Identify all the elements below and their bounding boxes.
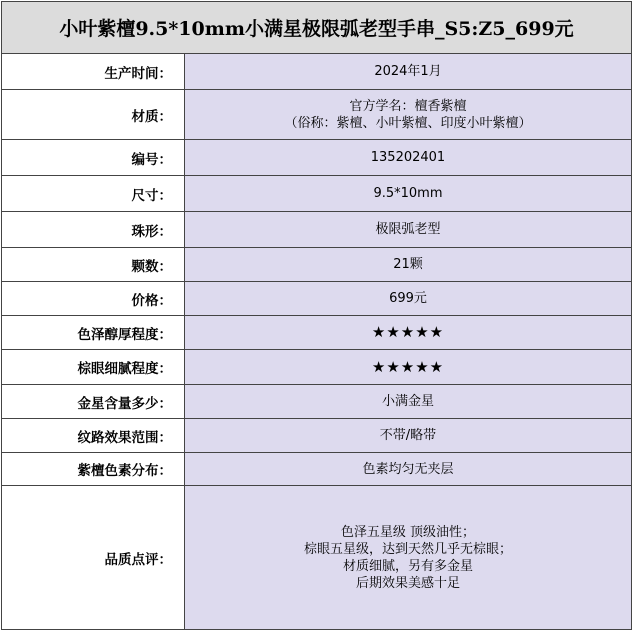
row-value: 2024年1月 <box>185 54 631 89</box>
row-label: 紫檀色素分布： <box>2 453 185 485</box>
row-grain-effect <box>2 419 631 453</box>
row-value-text: 官方学名：檀香紫檀 （俗称：紫檀、小叶紫檀、印度小叶紫檀） <box>284 98 532 131</box>
row-value <box>185 316 631 349</box>
row-label: 生产时间： <box>2 54 185 89</box>
row-quality-review <box>2 486 631 629</box>
star-rating <box>372 324 444 341</box>
row-label: 颗数： <box>2 248 185 281</box>
row-label: 品质点评： <box>2 486 185 629</box>
star-icon: ★ <box>371 357 387 376</box>
row-value-text: 色泽五星级 顶级油性； 棕眼五星级，达到天然几乎无棕眼； 材质细腻，另有多金星 后期效果美感十足 <box>303 524 512 591</box>
star-icon: ★ <box>371 323 387 341</box>
star-icon: ★ <box>400 323 416 341</box>
row-value <box>185 350 631 384</box>
table-title: 小叶紫檀9.5*10mm小满星极限弧老型手串_S5:Z5_699元 <box>2 2 631 54</box>
star-icon: ★ <box>429 323 445 341</box>
row-production-time <box>2 54 631 90</box>
star-icon: ★ <box>415 357 430 376</box>
row-value: 小满金星 <box>185 385 631 418</box>
row-value: 21颗 <box>185 248 631 281</box>
row-value: 699元 <box>185 282 631 315</box>
row-label: 色泽醇厚程度： <box>2 316 185 349</box>
row-value: 135202401 <box>185 140 631 175</box>
star-icon: ★ <box>386 323 401 341</box>
row-label: 材质： <box>2 90 185 139</box>
row-size <box>2 176 631 212</box>
row-label: 价格： <box>2 282 185 315</box>
star-rating <box>372 359 444 376</box>
row-color-richness <box>2 316 631 350</box>
product-spec-table <box>1 1 632 630</box>
row-value: 色素均匀无夹层 <box>185 453 631 485</box>
star-icon: ★ <box>429 357 445 376</box>
row-serial-number <box>2 140 631 176</box>
row-label: 金星含量多少： <box>2 385 185 418</box>
row-label: 纹路效果范围： <box>2 419 185 452</box>
row-value <box>185 486 631 629</box>
row-value: 9.5*10mm <box>185 176 631 211</box>
row-material <box>2 90 631 140</box>
row-bead-shape <box>2 212 631 248</box>
row-pigment-distribution <box>2 453 631 486</box>
star-icon: ★ <box>386 357 401 376</box>
row-label: 棕眼细腻程度： <box>2 350 185 384</box>
row-label: 珠形： <box>2 212 185 247</box>
row-price <box>2 282 631 316</box>
row-value: 极限弧老型 <box>185 212 631 247</box>
row-pore-fineness <box>2 350 631 385</box>
row-label: 尺寸： <box>2 176 185 211</box>
row-value <box>185 90 631 139</box>
row-value: 不带/略带 <box>185 419 631 452</box>
star-icon: ★ <box>415 323 430 341</box>
row-label: 编号： <box>2 140 185 175</box>
row-gold-star-content <box>2 385 631 419</box>
row-bead-count <box>2 248 631 282</box>
star-icon: ★ <box>400 357 416 376</box>
